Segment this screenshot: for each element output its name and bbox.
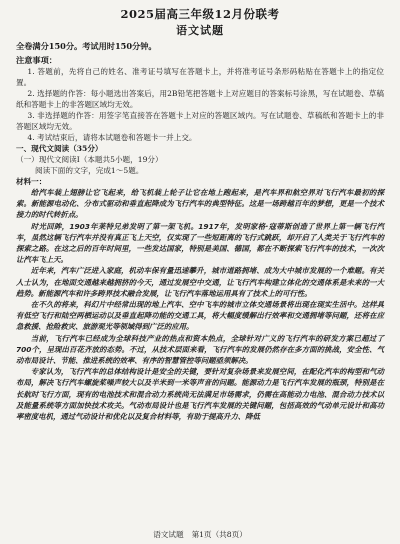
passage-paragraph: 在不久的将来，科幻片中经常出现的地上汽车、空中飞车的城市立体交通场景将出现在现实生活中。这样具有低空飞行和陆空两栖运动以及垂直起降功能的交通工具，将大幅度缓解出行效率和交通拥堵等问题，还将在应急救援、抢险救灾、旅游观光等领域得到广泛的应用。 [16, 300, 384, 332]
passage-paragraph: 给汽车装上翅膀让它飞起来，给飞机装上轮子让它在地上跑起来，是汽车界和航空界对飞行汽车最初的探索。新能源电动化、分布式驱动和垂直起降成为飞行汽车的典型特征。这是一场跨越百年的梦想，更是一个技术接力的时代转折点。 [16, 188, 384, 220]
passage-paragraph: 时光回眸，1903年莱特兄弟发明了第一架飞机。1917年，发明家格·寇蒂斯创造了世界上第一辆飞行汽车，虽然这辆飞行汽车并没有真正飞上天空，仅实现了一些短距离的飞行式跳跃，却开启了人类关于飞行汽车的探索之路。在这之后的百年时间里，一些发达国家，特别是美国、德国，都在不断探索飞行汽车的技术，一次次让汽车飞上天。 [16, 221, 384, 265]
note-item: 4. 考试结束后，请将本试题卷和答题卡一并上交。 [27, 133, 197, 142]
page-footer [0, 530, 400, 540]
notes-heading: 注意事项： [16, 55, 57, 65]
footer-label: 语文试题 [153, 530, 184, 539]
section-heading: 一、现代文阅读（35分） [16, 144, 103, 153]
footer-page-number: 第1页（共8页） [191, 530, 247, 539]
exam-subject: 语文试题 [176, 24, 224, 37]
exam-title: 2025届高三年级12月份联考 [120, 7, 280, 21]
reading-instruction: 阅读下面的文字，完成1～5题。 [35, 166, 144, 175]
note-item: 1. 答题前，先将自己的姓名、准考证号填写在答题卡上，并将准考证号条形码粘贴在答题卡上的指定位置。 [16, 67, 384, 87]
passage-paragraph: 当前，飞行汽车已经成为全球科技产业的热点和资本热点，全球针对广义的飞行汽车的研发方案已超过了700个，呈现出百花齐放的态势。不过，从技术层面来看，飞行汽车的发展仍然存在多方面的挑战，安全性、气动布局设计、节能、推进系统的效率、有序的智慧管控等问题亟须解决。 [16, 333, 384, 366]
note-item: 3. 非选择题的作答：用签字笔直接答在答题卡上对应的答题区域内。写在试题卷、草稿纸和答题卡上的非答题区域均无效。 [16, 111, 384, 131]
exam-meta: 全卷满分150分。考试用时150分钟。 [16, 41, 157, 51]
subsection-heading: （一）现代文阅读Ⅰ（本题共5小题，19分） [16, 155, 163, 164]
passage-paragraph: 近年来，汽车广泛进入家庭，机动车保有量迅速攀升，城市道路拥堵、成为大中城市发展的一个难题。有关人士认为，在地面交通越来越拥挤的今天，通过发展空中交通，让飞行汽车构建立体化的交通体系是未来的一大趋势。新能源汽车和许多跨界技术融合发展，让飞行汽车落地运用具有了技术上的可行性。 [16, 266, 384, 298]
note-item: 2. 选择题的作答：每小题选出答案后，用2B铅笔把答题卡上对应题目的答案标号涂黑，写在试题卷、草稿纸和答题卡上的非答题区域均无效。 [16, 89, 384, 109]
passage-paragraph: 专家认为，飞行汽车的总体结构设计是安全的关键，要针对复杂场景来发展空间，在配化汽车的构型和气动布局，解决飞行汽车螺旋桨噪声较大以及半米到一米等声音的问题。能源动力是飞行汽车发展的瓶颈，特别是在长航时飞行方面，现有的电池技术和混合动力系统尚无法满足市场需求，仍需在高能动力电池、混合动力技术以及能量系统等方面加快技术攻关。气动布局设计也是飞行汽车发展的关键问题，包括高效的气动单元设计和高功率密度电机，通过气动设计和优化以及复合材料等，有助于提高升力、降低 [16, 367, 384, 422]
material-label: 材料一： [16, 177, 47, 186]
